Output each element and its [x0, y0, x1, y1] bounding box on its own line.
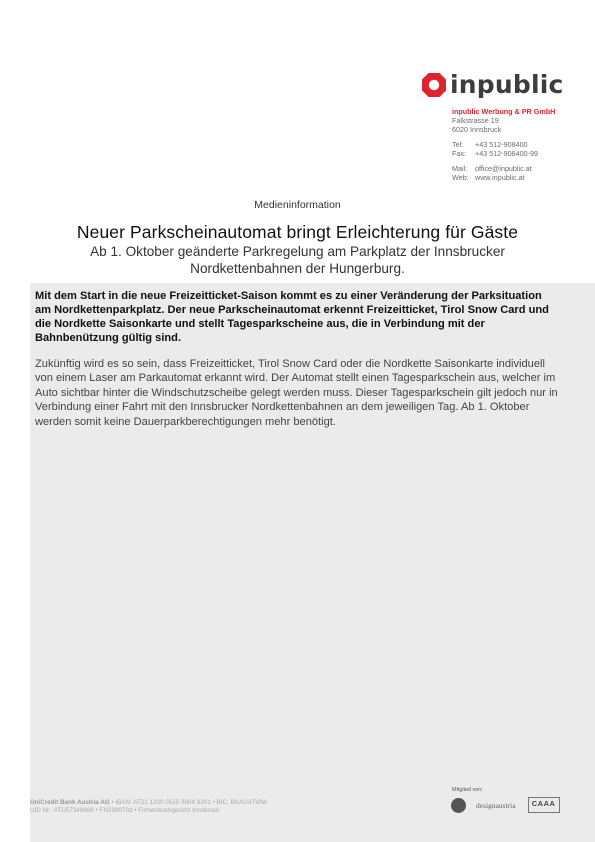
lead-paragraph: Mit dem Start in die neue Freizeitticket-Saison kommt es zu einer Veränderung der Parksituation am Nordkettenparkplatz. Der neue Parkscheinautomat erkennt Freizeitticket, Tirol Snow Card und die Nordkette Saisonkarte und stellt Tagesparkscheine aus, die in Verbindung mit der Bahnbenützung gültig sind.	[35, 290, 549, 344]
phone-value: +43 512-908400	[475, 140, 528, 149]
mail-row	[452, 164, 555, 173]
mail-link[interactable]: office@inpublic.at	[475, 164, 532, 173]
membership-label: Mitglied von:	[452, 787, 483, 793]
contact-block	[452, 107, 555, 182]
bank-details	[30, 799, 267, 815]
address-street: Falkstrasse 19	[452, 116, 499, 125]
logo-wordmark: inpublic	[450, 70, 564, 99]
phone-row	[452, 140, 555, 149]
article-subtitle: Ab 1. Oktober geänderte Parkregelung am Parkplatz der Innsbrucker Nordkettenbahnen der Hungerburg.	[90, 244, 505, 276]
document-kicker: Medieninformation	[254, 199, 341, 211]
fax-label: Fax:	[452, 149, 466, 158]
web-link[interactable]: www.inpublic.at	[475, 173, 525, 182]
inpublic-logo	[421, 72, 564, 98]
phone-label: Tel:	[452, 140, 464, 149]
bank-name: UniCredit Bank Austria AG	[30, 799, 110, 806]
fax-row	[452, 149, 555, 158]
web-row	[452, 173, 555, 182]
caaa-logo: CAAA	[528, 797, 560, 813]
address-city: 6020 Innsbruck	[452, 125, 502, 134]
web-label: Web:	[452, 173, 469, 182]
designaustria-logo: designaustria	[476, 800, 516, 810]
member-circle-logo-icon	[451, 798, 466, 813]
bank-account: • IBAN: AT21 1200 0515 3804 9301 • BIC: BKAUATWW	[109, 799, 268, 806]
fax-value: +43 512-908400-99	[475, 149, 538, 158]
mail-label: Mail:	[452, 164, 468, 173]
membership-logos	[451, 797, 560, 813]
logo-octagon-icon	[421, 72, 447, 98]
company-name: inpublic Werbung & PR GmbH	[452, 107, 556, 116]
body-paragraph: Zukünftig wird es so sein, dass Freizeitticket, Tirol Snow Card oder die Nordkette Saisonkarte individuell von einem Laser am Parkautomat erkannt wird. Der Automat stellt einen Tagesparkschein aus, welcher im Auto sichtbar hinter die Windschutzscheibe gelegt werden muss. Dieser Tagesparkschein gilt jedoch nur in Verbindung einer Fahrt mit den Innsbrucker Nordkettenbahnen an dem jeweiligen Tag. Ab 1. Oktober werden somit keine Dauerparkberechtigungen mehr benötigt.	[35, 358, 558, 428]
article-title: Neuer Parkscheinautomat bringt Erleichterung für Gäste	[76, 222, 519, 242]
company-registration: UID Nr.: ATU57348668 • FN239073d • Firmenbuchgericht Innsbruck	[30, 807, 220, 814]
